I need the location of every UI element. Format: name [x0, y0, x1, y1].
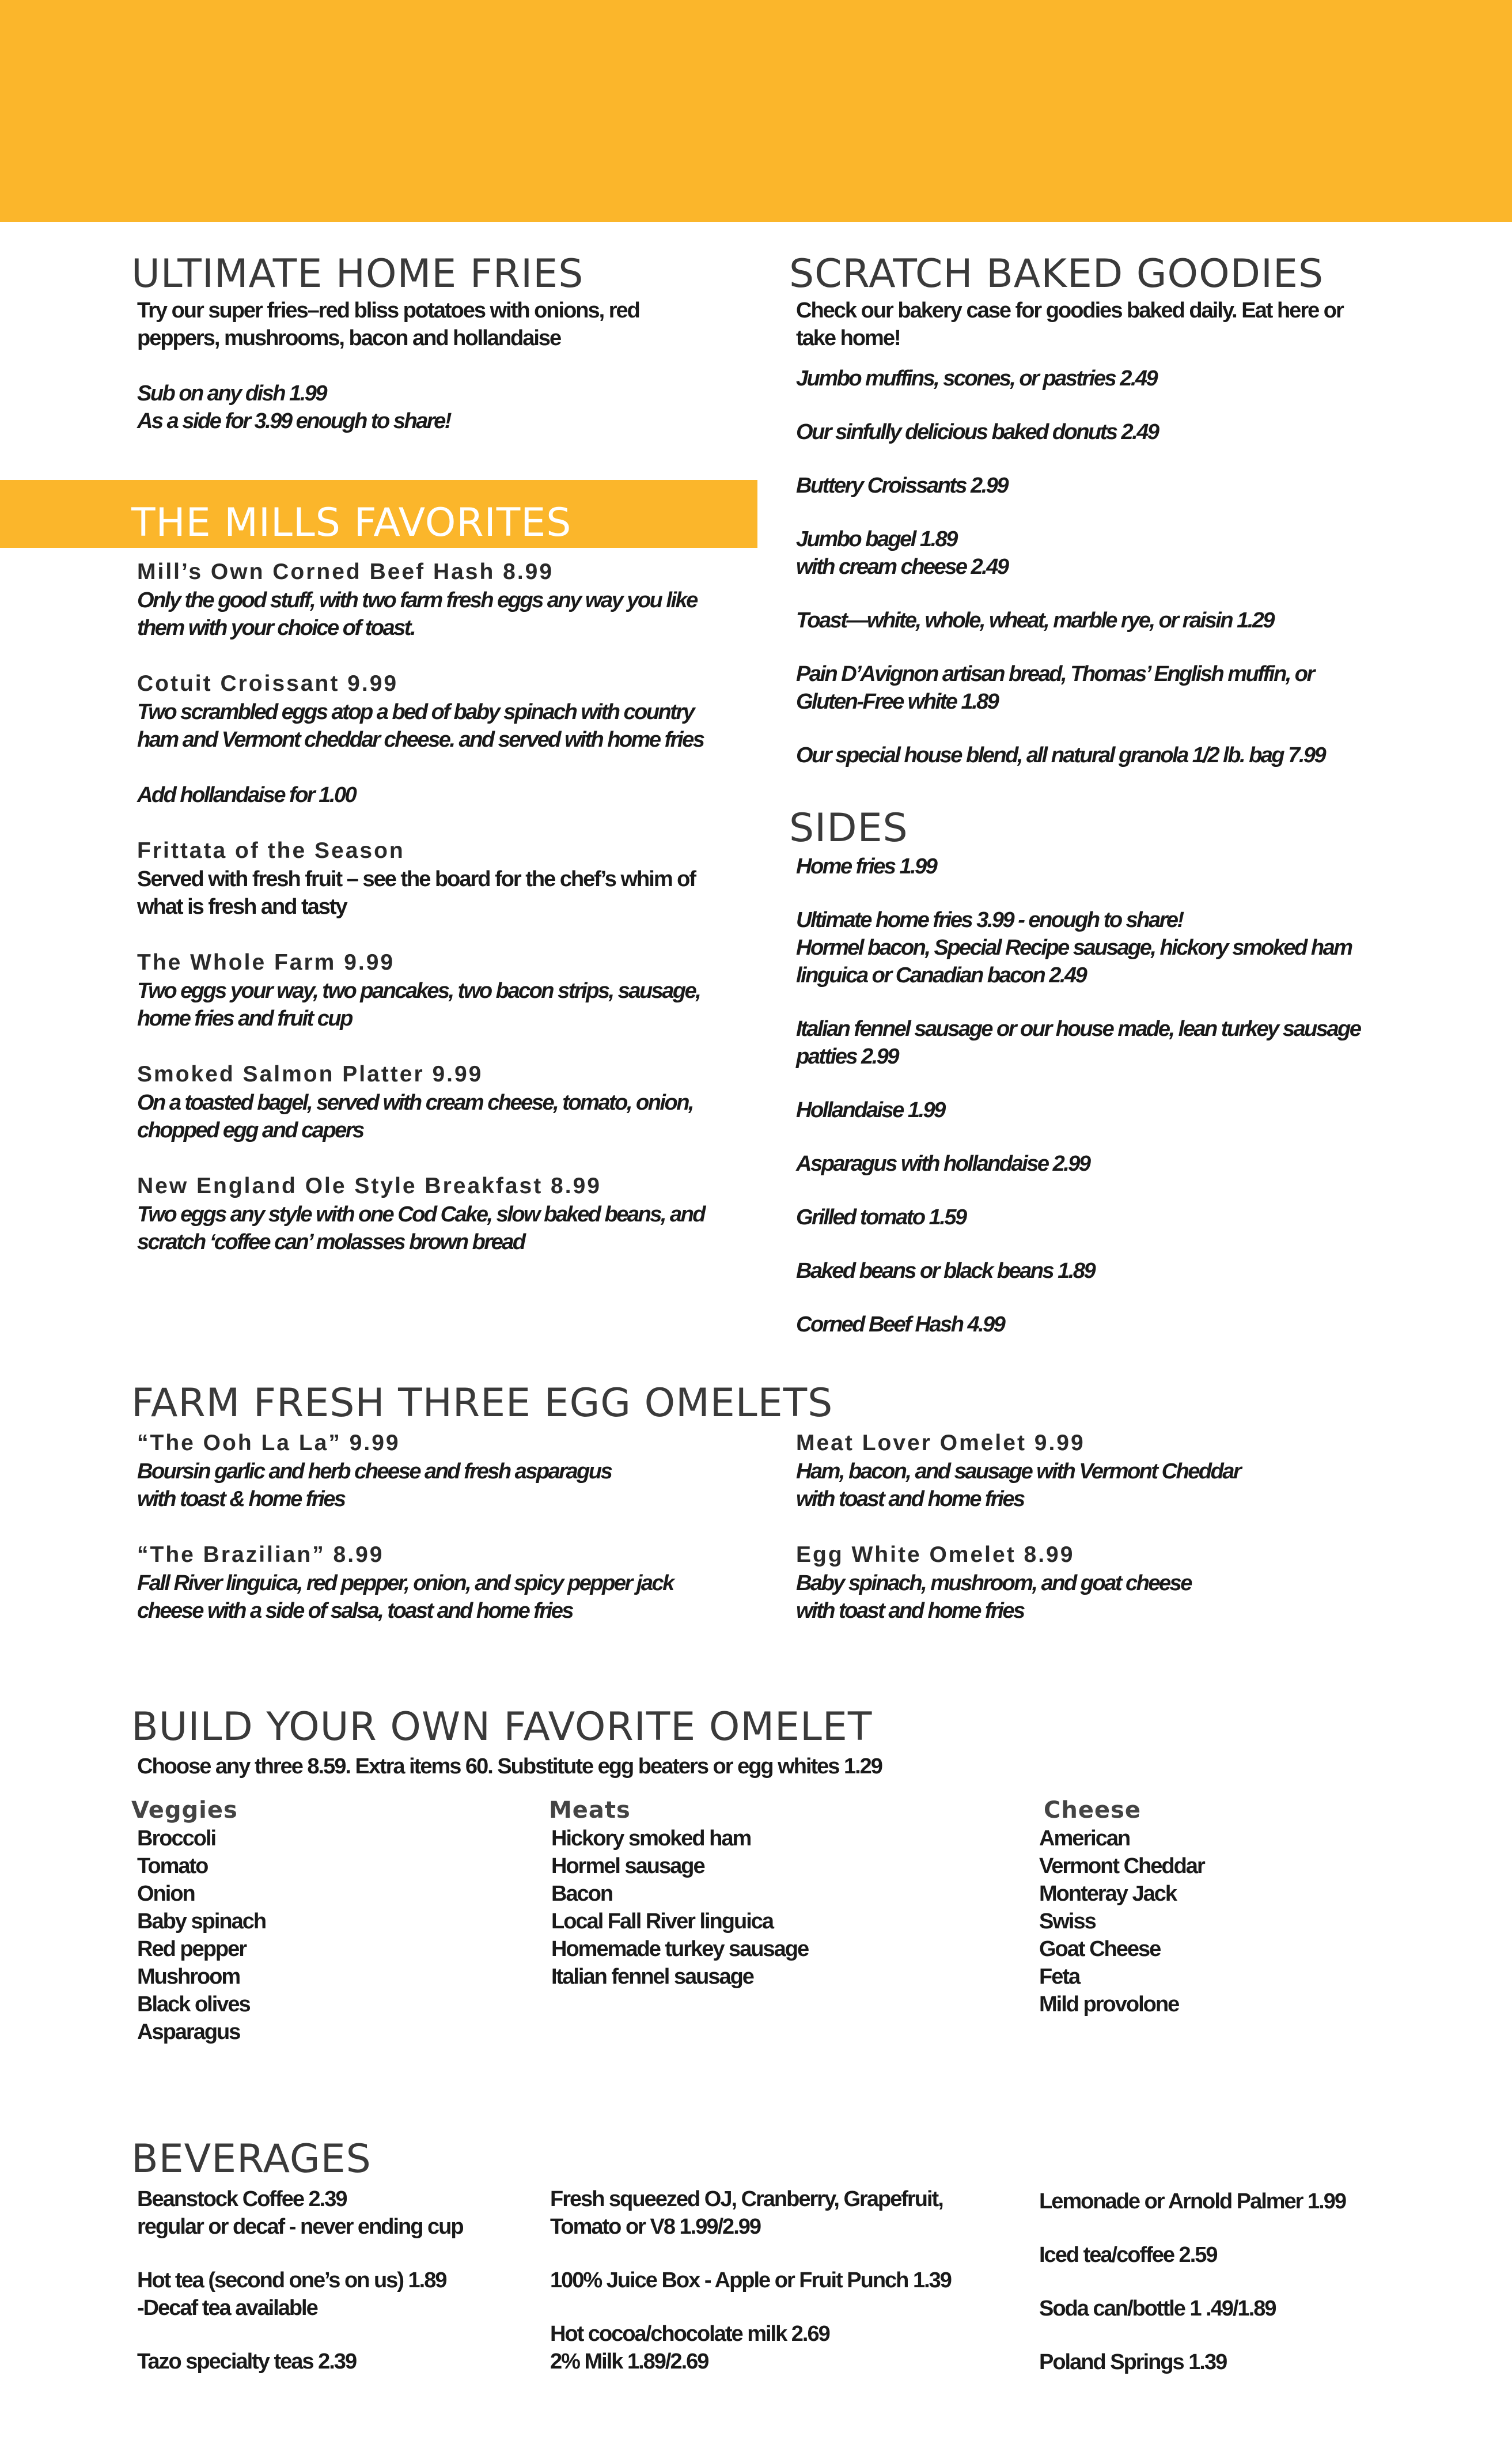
meats-heading: Meats [549, 1797, 631, 1823]
list-item: Italian fennel sausage [551, 1965, 753, 1989]
goodies-item: Jumbo muffins, scones, or pastries 2.49 [796, 366, 1157, 391]
list-item: Broccoli [137, 1826, 216, 1851]
home-fries-title: ULTIMATE HOME FRIES [131, 251, 584, 297]
favorite-name: The Whole Farm 9.99 [137, 950, 395, 975]
beverage-item: Fresh squeezed OJ, Cranberry, Grapefruit, Tomato or V8 1.99/2.99 [550, 2187, 943, 2239]
list-item: Feta [1039, 1965, 1080, 1989]
beverage-item: Beanstock Coffee 2.39 regular or decaf - never ending cup [137, 2187, 463, 2239]
side-item: Corned Beef Hash 4.99 [796, 1312, 1005, 1337]
list-item: Swiss [1039, 1909, 1096, 1934]
goodies-item: Pain D’Avignon artisan bread, Thomas’ English muffin, or Gluten-Free white 1.89 [796, 662, 1314, 714]
meats-list [549, 1825, 952, 1991]
beverage-item: Tazo specialty teas 2.39 [137, 2350, 357, 2374]
omelet-item [796, 1541, 1458, 1625]
omelet-desc: Boursin garlic and herb cheese and fresh asparagus with toast & home fries [137, 1459, 612, 1511]
build-meats [549, 1796, 952, 1991]
favorite-item [137, 558, 759, 642]
omelet-desc: Ham, bacon, and sausage with Vermont Cheddar with toast and home fries [796, 1459, 1241, 1511]
favorites-title: THE MILLS FAVORITES [131, 500, 572, 546]
favorite-desc: Served with fresh fruit – see the board for the chef’s whim of what is fresh and tasty [137, 867, 696, 919]
goodies-description: Check our bakery case for goodies baked daily. Eat here or take home! [796, 298, 1343, 350]
favorite-desc: Two eggs your way, two pancakes, two bacon strips, sausage, home fries and fruit cup [137, 979, 700, 1031]
beverages-col-2 [550, 2185, 1022, 2375]
build-cheese [1039, 1796, 1447, 2018]
list-item: Hickory smoked ham [551, 1826, 751, 1851]
favorite-item [137, 948, 759, 1032]
build-title: BUILD YOUR OWN FAVORITE OMELET [131, 1704, 873, 1750]
side-item: Grilled tomato 1.59 [796, 1205, 966, 1229]
goodies-title: SCRATCH BAKED GOODIES [789, 251, 1324, 297]
list-item: Tomato [137, 1854, 208, 1878]
list-item: Mushroom [137, 1965, 240, 1989]
side-item: Hollandaise 1.99 [796, 1098, 945, 1122]
omelet-name: Egg White Omelet 8.99 [796, 1542, 1075, 1567]
favorite-item [137, 837, 759, 921]
beverage-item: Iced tea/coffee 2.59 [1039, 2243, 1217, 2267]
beverage-item: Soda can/bottle 1 .49/1.89 [1039, 2296, 1276, 2321]
omelet-item [137, 1429, 771, 1513]
list-item: American [1039, 1826, 1130, 1851]
favorite-name: Cotuit Croissant 9.99 [137, 671, 399, 696]
favorite-name: Mill’s Own Corned Beef Hash 8.99 [137, 559, 554, 584]
home-fries-section [137, 297, 759, 435]
favorite-item [137, 669, 759, 809]
list-item: Monteray Jack [1039, 1882, 1177, 1906]
list-item: Vermont Cheddar [1039, 1854, 1204, 1878]
beverage-item: Hot tea (second one’s on us) 1.89 -Decaf tea available [137, 2268, 446, 2320]
favorite-name: Frittata of the Season [137, 838, 405, 863]
sides-title: SIDES [789, 805, 908, 851]
cheese-list [1039, 1825, 1447, 2018]
veggies-list [131, 1825, 500, 2046]
favorite-name: Smoked Salmon Platter 9.99 [137, 1062, 483, 1087]
omelet-name: “The Ooh La La” 9.99 [137, 1431, 400, 1455]
omelet-item [796, 1429, 1458, 1513]
build-veggies [131, 1796, 500, 2046]
list-item: Red pepper [137, 1937, 247, 1961]
beverage-item: Lemonade or Arnold Palmer 1.99 [1039, 2189, 1346, 2214]
omelet-item [137, 1541, 771, 1625]
beverages-col-3 [1039, 2188, 1488, 2376]
sides-section [796, 853, 1487, 1338]
side-item: Baked beans or black beans 1.89 [796, 1259, 1095, 1283]
list-item: Mild provolone [1039, 1992, 1179, 2016]
side-item: Ultimate home fries 3.99 - enough to share! Hormel bacon, Special Recipe sausage, hickory smoked ham linguica or Canadian bacon 2.49 [796, 908, 1352, 988]
goodies-item: Buttery Croissants 2.99 [796, 474, 1007, 498]
home-fries-description: Try our super fries–red bliss potatoes with onions, red peppers, mushrooms, bacon and hollandaise [137, 298, 639, 350]
list-item: Local Fall River linguica [551, 1909, 774, 1934]
side-item: Asparagus with hollandaise 2.99 [796, 1152, 1090, 1176]
favorite-extra: Add hollandaise for 1.00 [137, 783, 356, 807]
home-fries-sub: Sub on any dish 1.99 [137, 381, 326, 406]
favorite-item [137, 1172, 759, 1256]
veggies-heading: Veggies [131, 1797, 238, 1823]
beverage-item: Poland Springs 1.39 [1039, 2350, 1227, 2374]
build-subtitle: Choose any three 8.59. Extra items 60. Substitute egg beaters or egg whites 1.29 [137, 1754, 882, 1779]
list-item: Black olives [137, 1992, 250, 2016]
goodies-item: Toast—white, whole, wheat, marble rye, or raisin 1.29 [796, 608, 1274, 633]
list-item: Bacon [551, 1882, 613, 1906]
omelet-desc: Baby spinach, mushroom, and goat cheese with toast and home fries [796, 1571, 1191, 1623]
list-item: Homemade turkey sausage [551, 1937, 809, 1961]
header-banner [0, 0, 1512, 222]
goodies-item: Our sinfully delicious baked donuts 2.49 [796, 420, 1158, 444]
omelets-right [796, 1429, 1458, 1652]
favorite-desc: Two eggs any style with one Cod Cake, slow baked beans, and scratch ‘coffee can’ molasses brown bread [137, 1202, 705, 1254]
omelets-title: FARM FRESH THREE EGG OMELETS [131, 1380, 833, 1426]
goodies-item: Our special house blend, all natural granola 1/2 lb. bag 7.99 [796, 743, 1325, 767]
goodies-item: Jumbo bagel 1.89 with cream cheese 2.49 [796, 527, 1008, 579]
beverages-col-1 [137, 2185, 540, 2375]
omelets-left [137, 1429, 771, 1652]
home-fries-side: As a side for 3.99 enough to share! [137, 409, 450, 433]
beverages-title: BEVERAGES [131, 2136, 372, 2182]
omelet-name: “The Brazilian” 8.99 [137, 1542, 384, 1567]
omelet-name: Meat Lover Omelet 9.99 [796, 1431, 1085, 1455]
favorite-desc: Only the good stuff, with two farm fresh eggs any way you like them with your choice of toast. [137, 588, 697, 640]
beverage-item: 100% Juice Box - Apple or Fruit Punch 1.39 [550, 2268, 951, 2292]
list-item: Asparagus [137, 2020, 240, 2044]
list-item: Hormel sausage [551, 1854, 704, 1878]
favorite-desc: Two scrambled eggs atop a bed of baby spinach with country ham and Vermont cheddar cheese. and served with home fries [137, 700, 704, 752]
favorites-list [137, 558, 759, 1284]
side-item: Home fries 1.99 [796, 854, 937, 879]
favorite-desc: On a toasted bagel, served with cream cheese, tomato, onion, chopped egg and capers [137, 1091, 693, 1142]
omelet-desc: Fall River linguica, red pepper, onion, and spicy pepper jack cheese with a side of salsa, toast and home fries [137, 1571, 673, 1623]
list-item: Goat Cheese [1039, 1937, 1161, 1961]
favorite-name: New England Ole Style Breakfast 8.99 [137, 1174, 601, 1198]
goodies-section [796, 297, 1487, 769]
cheese-heading: Cheese [1044, 1797, 1142, 1823]
favorite-item [137, 1060, 759, 1144]
list-item: Onion [137, 1882, 195, 1906]
list-item: Baby spinach [137, 1909, 266, 1934]
side-item: Italian fennel sausage or our house made, lean turkey sausage patties 2.99 [796, 1017, 1361, 1069]
beverage-item: Hot cocoa/chocolate milk 2.69 2% Milk 1.89/2.69 [550, 2322, 829, 2374]
